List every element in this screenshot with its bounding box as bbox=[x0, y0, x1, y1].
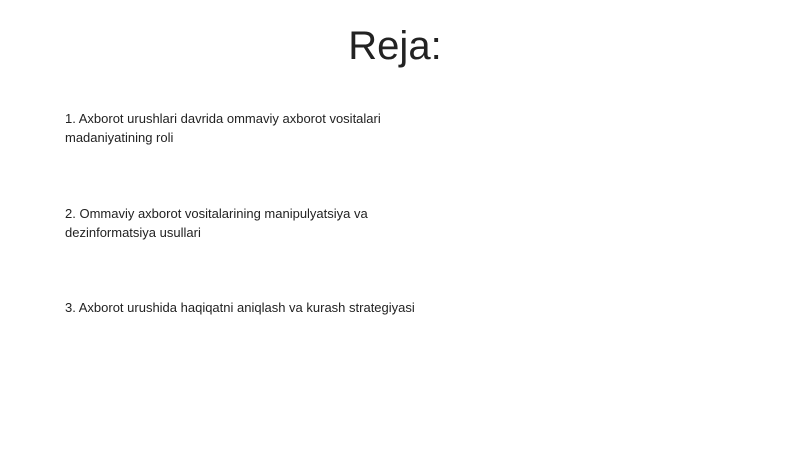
plan-item-1: 1. Axborot urushlari davrida ommaviy axborot vositalari madaniyatining roli bbox=[65, 111, 381, 145]
plan-item-3: 3. Axborot urushida haqiqatni aniqlash va kurash strategiyasi bbox=[65, 300, 415, 315]
plan-item-2: 2. Ommaviy axborot vositalarining manipulyatsiya va dezinformatsiya usullari bbox=[65, 206, 368, 240]
slide-title: Reja: bbox=[348, 24, 442, 68]
